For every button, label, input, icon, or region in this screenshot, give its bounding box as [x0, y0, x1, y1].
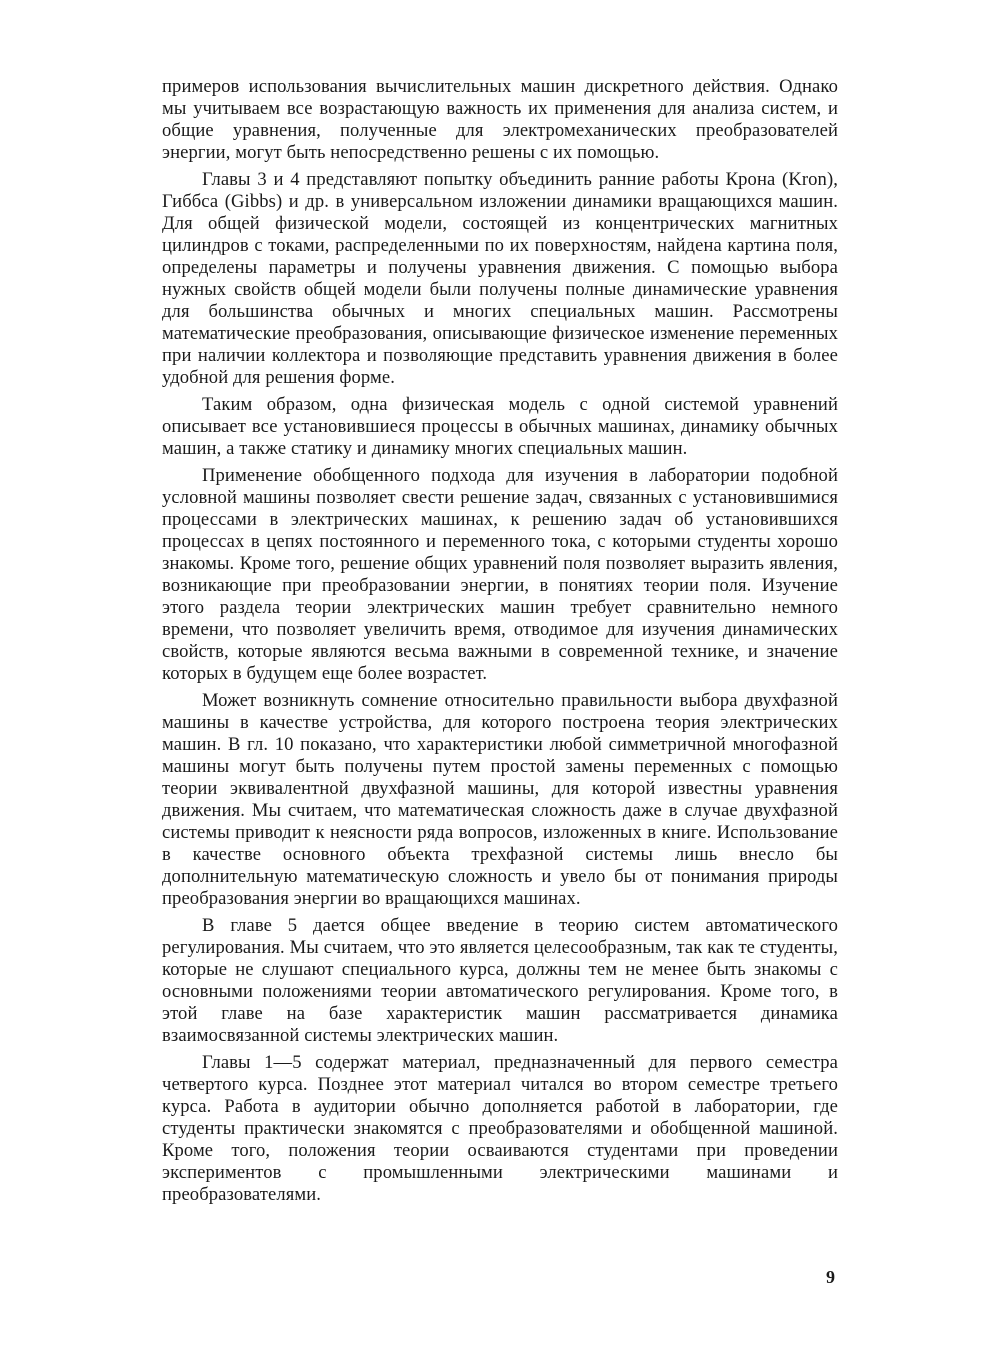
paragraph-chapter-5: В главе 5 дается общее введение в теорию систем автоматического регулирования. Мы считаем, что это является целесообразным, так как те студенты, которые не слушают специального курса, должны тем не менее быть знакомы с основными положениями теории автоматического регулирования. Кроме того, в этой главе на базе характеристик машин рассматривается динамика взаимосвязанной системы электрических машин.: [162, 915, 838, 1046]
paragraph-physical-model: Таким образом, одна физическая модель с одной системой уравнений описывает все установившиеся процессы в обычных машинах, динамику обычных машин, а также статику и динамику многих специальных машин.: [162, 394, 838, 459]
paragraph-generalized-approach: Применение обобщенного подхода для изучения в лаборатории подобной условной машины позволяет свести решение задач, связанных с установившимися процессами в электрических машинах, к решению задач об установившихся процессах в цепях постоянного и переменного тока, с которыми студенты хорошо знакомы. Кроме того, решение общих уравнений поля позволяет выразить явления, возникающие при преобразовании энергии, в понятиях теории поля. Изучение этого раздела теории электрических машин требует сравнительно немного времени, что позволяет увеличить время, отводимое для изучения динамических свойств, которые являются весьма важными в современной технике, и значение которых в будущем еще более возрастет.: [162, 465, 838, 684]
page-number: 9: [826, 1267, 835, 1287]
paragraph-course-plan: Главы 1—5 содержат материал, предназначенный для первого семестра четвертого курса. Позднее этот материал читался во втором семестре третьего курса. Работа в аудитории обычно дополняется работой в лаборатории, где студенты практически знакомятся с преобразователями и обобщенной машиной. Кроме того, положения теории осваиваются студентами при проведении экспериментов с промышленными электрическими машинами и преобразователями.: [162, 1052, 838, 1205]
page-body: [162, 76, 838, 1206]
paragraph-continuation: примеров использования вычислительных машин дискретного действия. Однако мы учитываем все возрастающую важность их применения для анализа систем, и общие уравнения, полученные для электромеханических преобразователей энергии, могут быть непосредственно решены с их помощью.: [162, 76, 838, 163]
paragraph-chapters-3-4: Главы 3 и 4 представляют попытку объединить ранние работы Крона (Kron), Гиббса (Gibbs) и др. в универсальном изложении динамики вращающихся машин. Для общей физической модели, состоящей из концентрических магнитных цилиндров с токами, распределенными по их поверхностям, найдена картина поля, определены параметры и получены уравнения движения. С помощью выбора нужных свойств общей модели были получены полные динамические уравнения для большинства обычных и многих специальных машин. Рассмотрены математические преобразования, описывающие физическое изменение переменных при наличии коллектора и позволяющие представить уравнения движения в более удобной для решения форме.: [162, 169, 838, 388]
paragraph-two-phase-machine: Может возникнуть сомнение относительно правильности выбора двухфазной машины в качестве устройства, для которого построена теория электрических машин. В гл. 10 показано, что характеристики любой симметричной многофазной машины могут быть получены путем простой замены переменных с помощью теории эквивалентной двухфазной машины, для которой известны уравнения движения. Мы считаем, что математическая сложность даже в случае двухфазной системы приводит к неясности ряда вопросов, изложенных в книге. Использование в качестве основного объекта трехфазной системы лишь внесло бы дополнительную математическую сложность и увело бы от понимания природы преобразования энергии во вращающихся машинах.: [162, 690, 838, 909]
